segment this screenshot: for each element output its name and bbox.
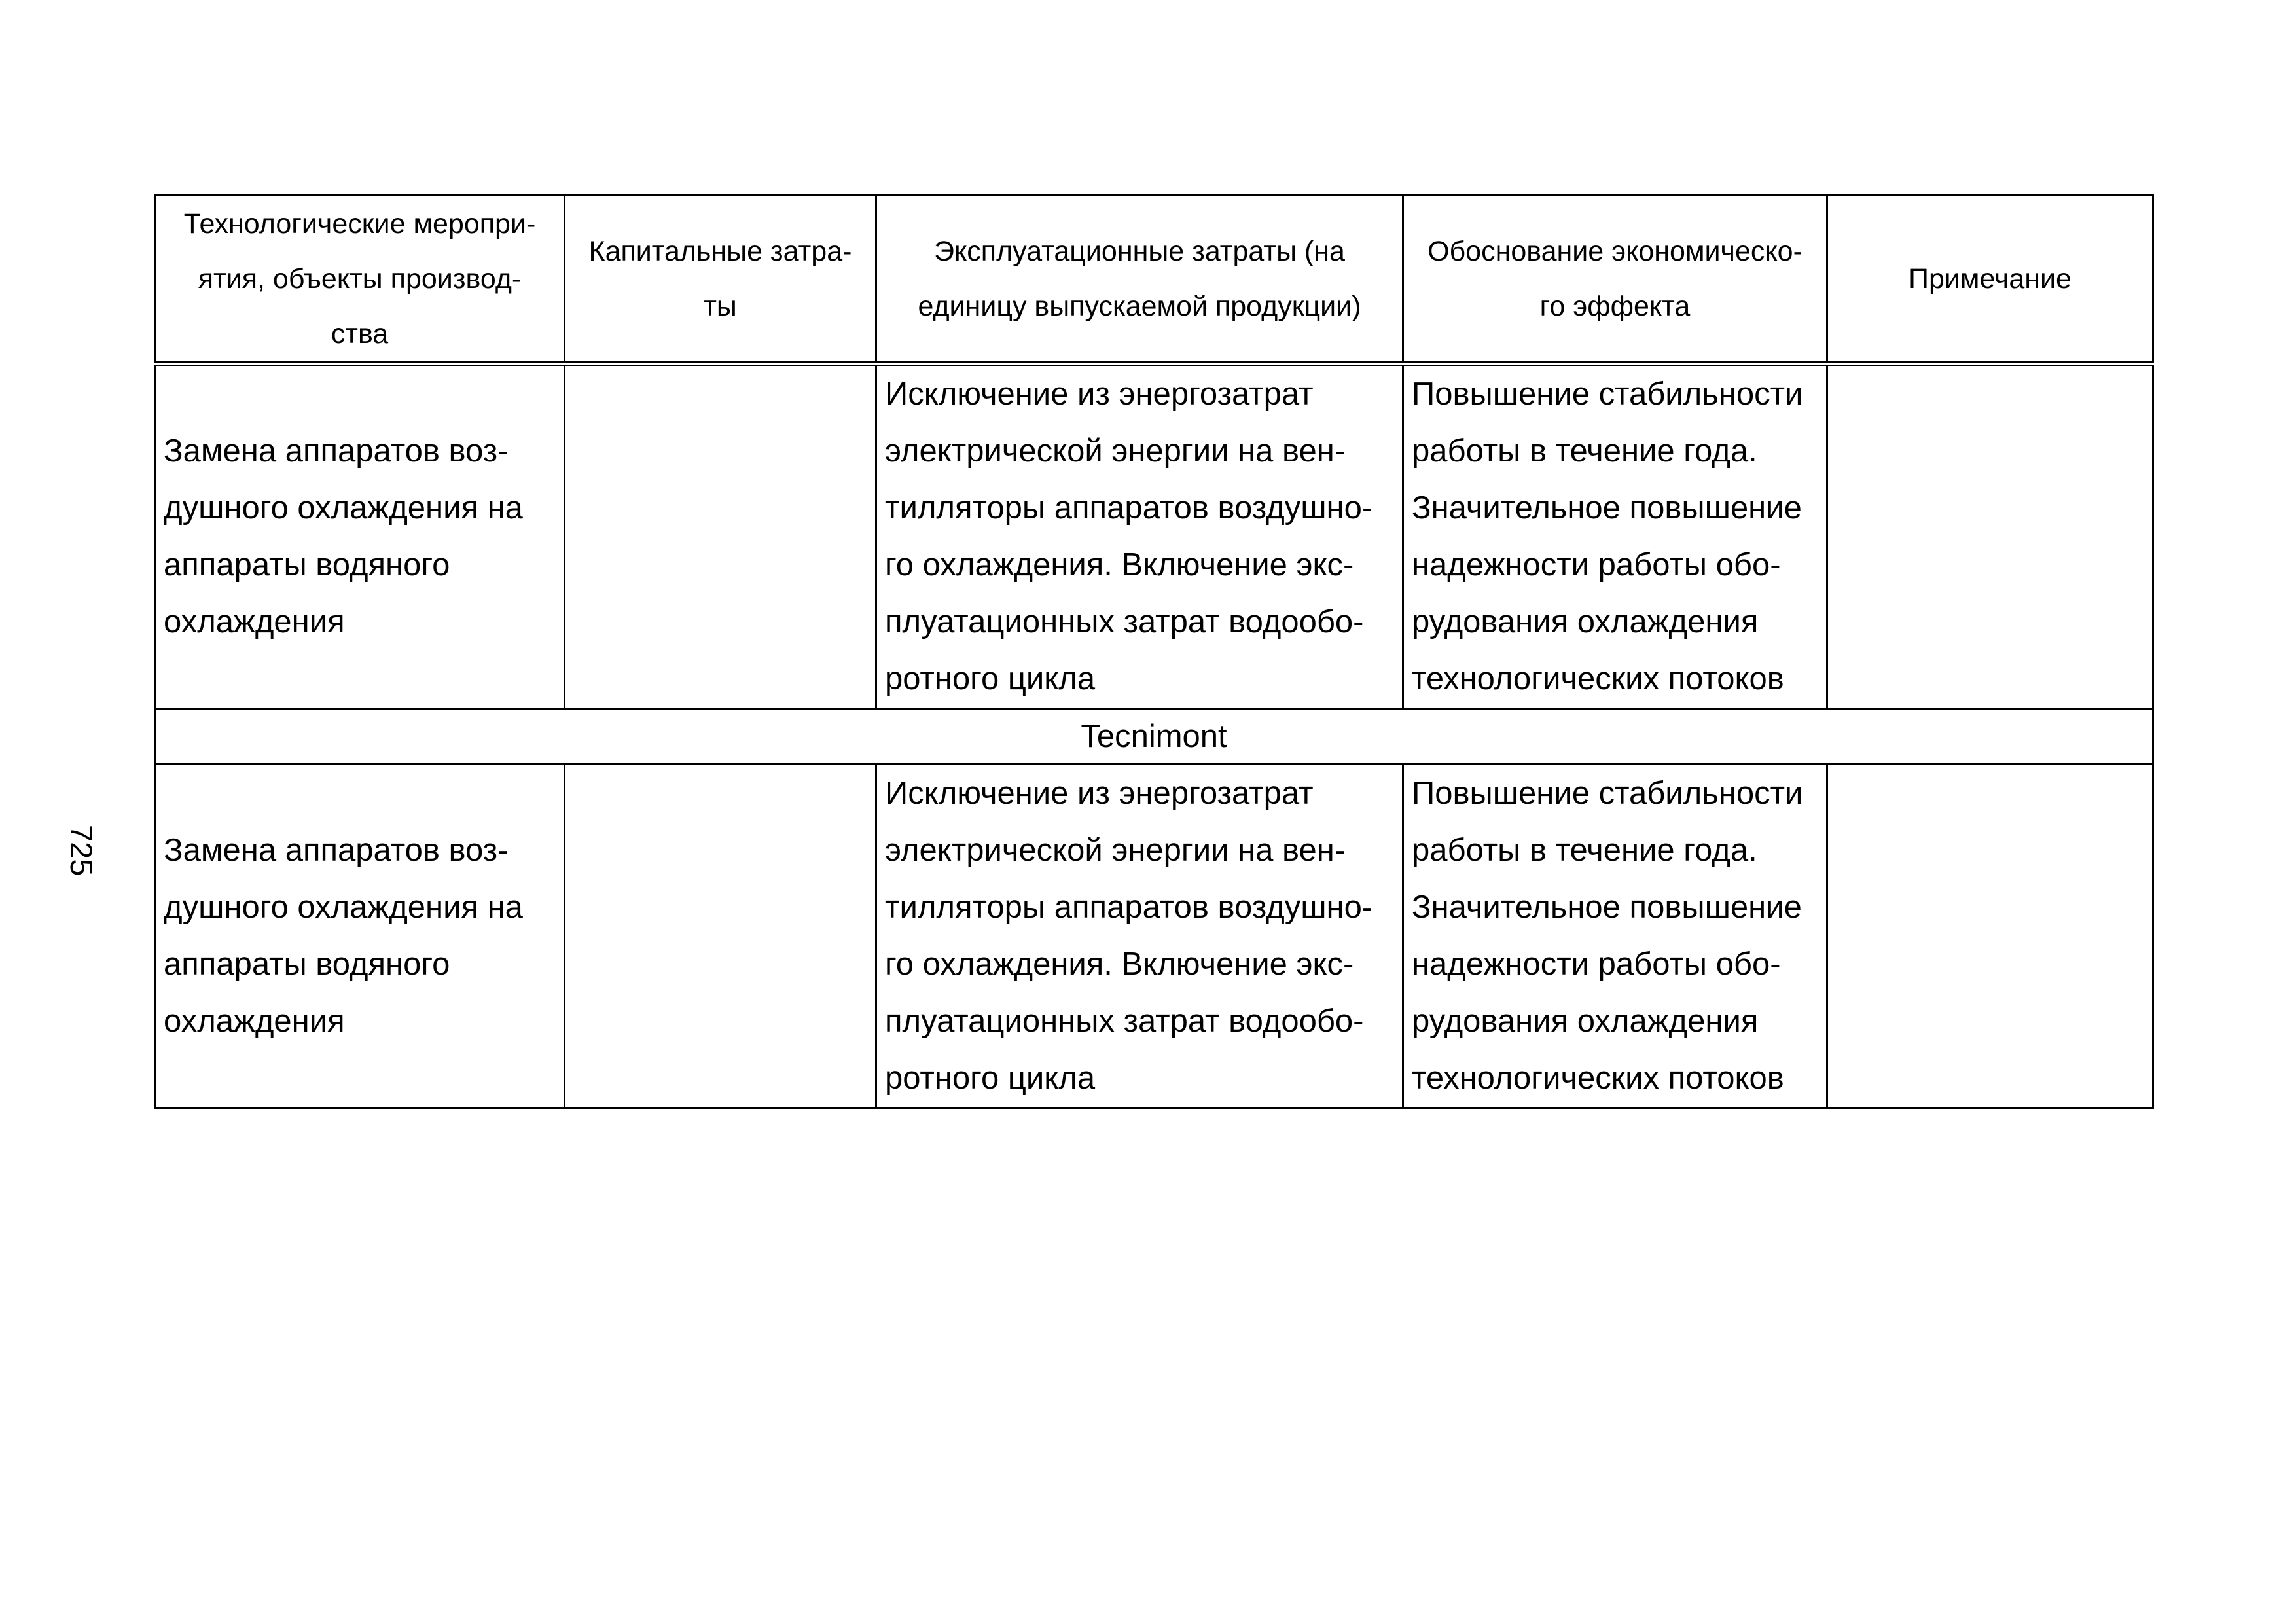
header-measures-label: Технологические меропри- ятия, объекты производ- ства	[183, 208, 536, 350]
page-number: 725	[64, 825, 99, 876]
section-row	[155, 709, 2153, 765]
cell-measure: Замена аппаратов воз- душного охлаждения на аппараты водяного охлаждения	[155, 364, 565, 709]
section-label: Tecnimont	[155, 709, 2153, 765]
header-note-label: Примечание	[1909, 263, 2072, 295]
cell-justification: Повышение стабильности работы в течение года. Значительное повышение надежности работы обо- рудования охлаждения технологических потоков	[1403, 364, 1827, 709]
header-operating-costs	[876, 196, 1403, 364]
cell-operating-costs: Исключение из энергозатрат электрической энергии на вен- тилляторы аппаратов воздушно- го охлаждения. Включение экс- плуатационных затрат водообо- ротного цикла	[876, 765, 1403, 1108]
header-measures	[155, 196, 565, 364]
cell-note	[1827, 364, 2153, 709]
cell-operating-costs: Исключение из энергозатрат электрической энергии на вен- тилляторы аппаратов воздушно- го охлаждения. Включение экс- плуатационных затрат водообо- ротного цикла	[876, 364, 1403, 709]
header-justification	[1403, 196, 1827, 364]
header-note	[1827, 196, 2153, 364]
table-header-row	[155, 196, 2153, 364]
cell-capital-costs	[565, 765, 876, 1108]
cell-capital-costs	[565, 364, 876, 709]
measures-table	[154, 194, 2154, 1109]
cell-justification: Повышение стабильности работы в течение года. Значительное повышение надежности работы обо- рудования охлаждения технологических потоков	[1403, 765, 1827, 1108]
header-operating-costs-label: Эксплуатационные затраты (на единицу выпускаемой продукции)	[918, 236, 1361, 322]
header-capital-costs	[565, 196, 876, 364]
table-row	[155, 765, 2153, 1108]
table-row	[155, 364, 2153, 709]
cell-measure: Замена аппаратов воз- душного охлаждения на аппараты водяного охлаждения	[155, 765, 565, 1108]
cell-note	[1827, 765, 2153, 1108]
header-justification-label: Обоснование экономическо- го эффекта	[1427, 236, 1803, 322]
header-capital-costs-label: Капитальные затра- ты	[588, 236, 852, 322]
